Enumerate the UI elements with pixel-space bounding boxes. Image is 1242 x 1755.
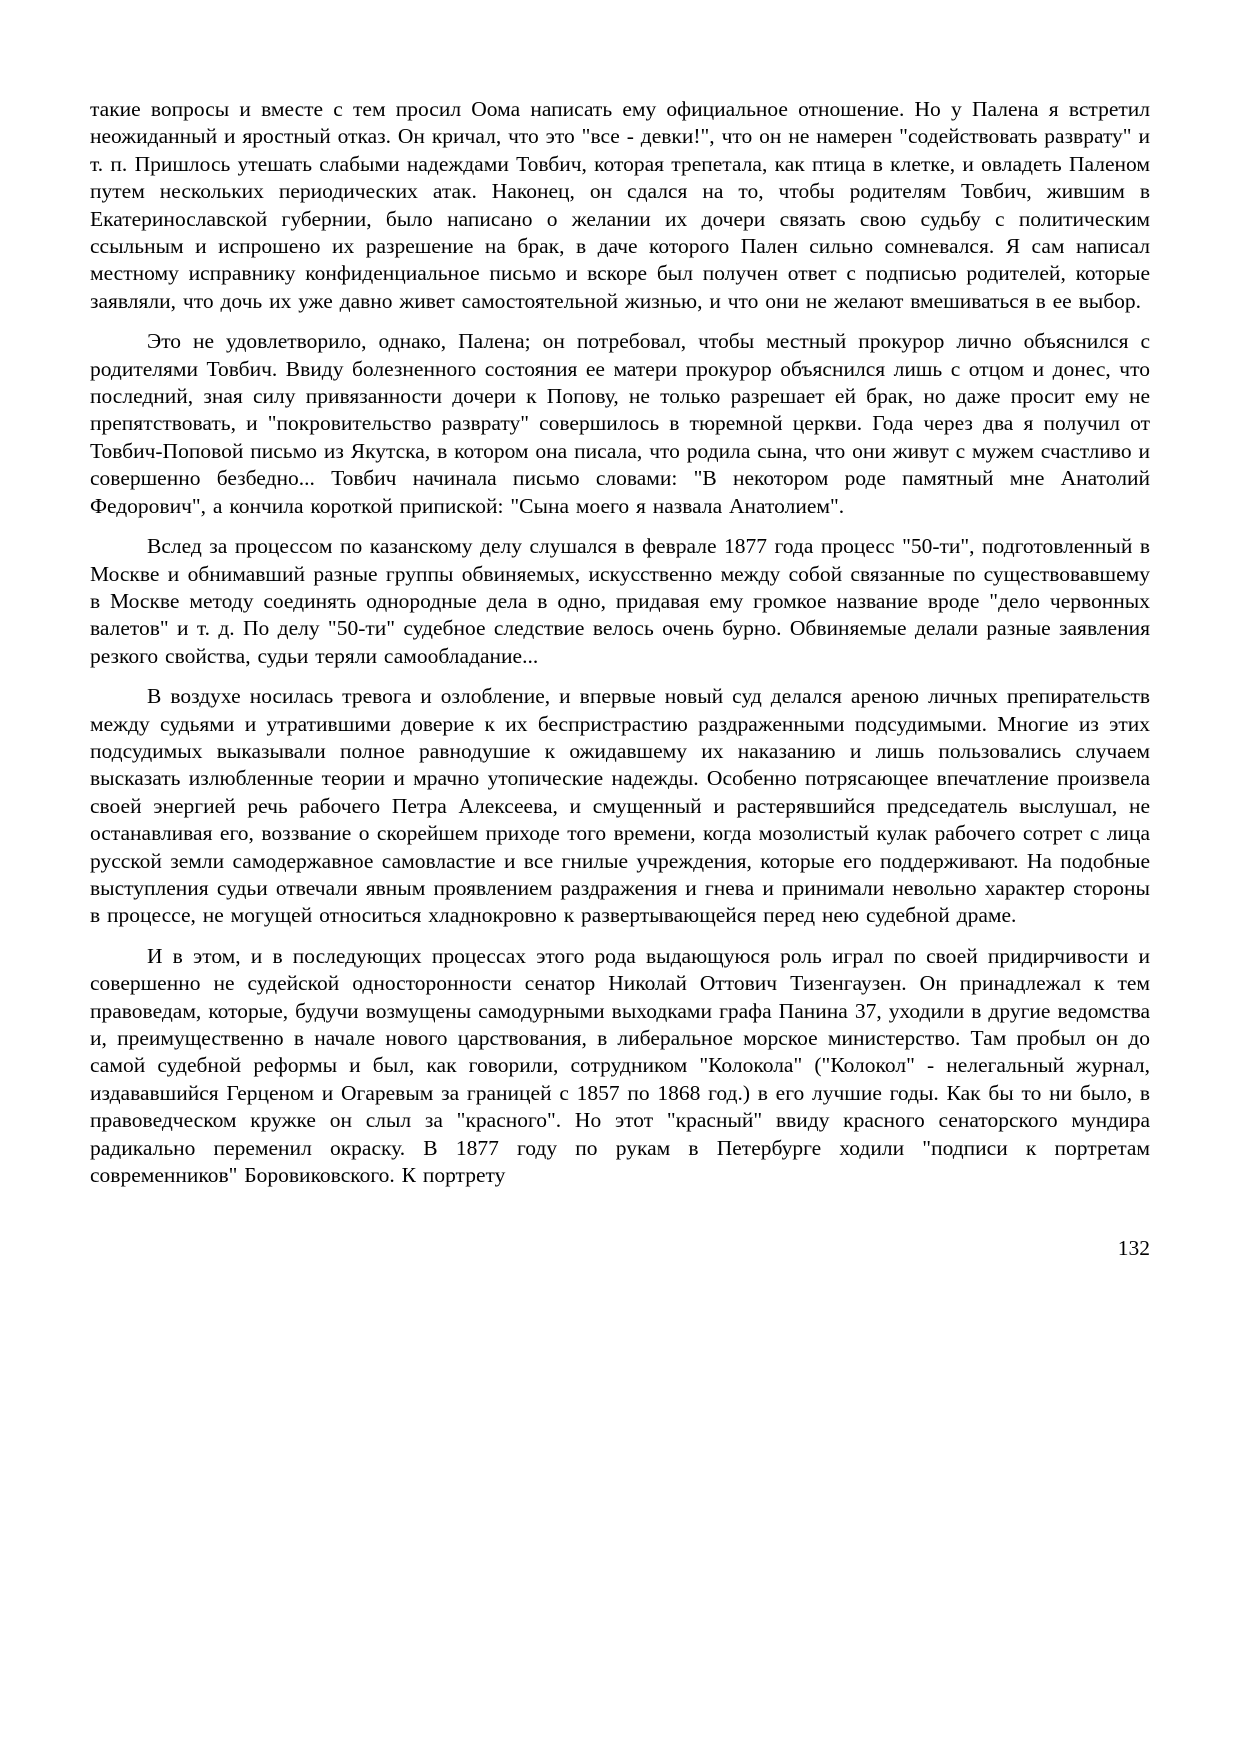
- body-paragraph-1: такие вопросы и вместе с тем просил Оома написать ему официальное отношение. Но у Палена я встретил неожиданный и яростный отказ. Он кричал, что это "все - девки!", что он не намерен "содействовать разврату" и т. п. Пришлось утешать слабыми надеждами Товбич, которая трепетала, как птица в клетке, и овладеть Паленом путем нескольких периодических атак. Наконец, он сдался на то, чтобы родителям Товбич, жившим в Екатеринославской губернии, было написано о желании их дочери связать свою судьбу с политическим ссыльным и испрошено их разрешение на брак, в даче которого Пален сильно сомневался. Я сам написал местному исправнику конфиденциальное письмо и вскоре был получен ответ с подписью родителей, которые заявляли, что дочь их уже давно живет самостоятельной жизнью, и что они не желают вмешиваться в ее выбор.: [90, 97, 1150, 313]
- body-paragraph-4: В воздухе носилась тревога и озлобление, и впервые новый суд делался ареною личных препирательств между судьями и утратившими доверие к их беспристрастию раздраженными подсудимыми. Многие из этих подсудимых выказывали полное равнодушие к ожидавшему их наказанию и лишь пользовались случаем высказать излюбленные теории и мрачно утопические надежды. Особенно потрясающее впечатление произвела своей энергией речь рабочего Петра Алексеева, и смущенный и растерявшийся председатель выслушал, не останавливая его, воззвание о скорейшем приходе того времени, когда мозолистый кулак рабочего сотрет с лица русской земли самодержавное самовластие и все гнилые учреждения, которые его поддерживают. На подобные выступления судьи отвечали явным проявлением раздражения и гнева и принимали невольно характер стороны в процессе, не могущей относиться хладнокровно к развертывающейся перед нею судебной драме.: [90, 684, 1150, 928]
- body-paragraph-3: Вслед за процессом по казанскому делу слушался в феврале 1877 года процесс "50-ти", подготовленный в Москве и обнимавший разные группы обвиняемых, искусственно между собой связанные по существовавшему в Москве методу соединять однородные дела в одно, придавая ему громкое название вроде "дело червонных валетов" и т. д. По делу "50-ти" судебное следствие велось очень бурно. Обвиняемые делали разные заявления резкого свойства, судьи теряли самообладание...: [90, 534, 1150, 668]
- body-paragraph-5: И в этом, и в последующих процессах этого рода выдающуюся роль играл по своей придирчивости и совершенно не судейской односторонности сенатор Николай Оттович Тизенгаузен. Он принадлежал к тем правоведам, которые, будучи возмущены самодурными выходками графа Панина 37, уходили в другие ведомства и, преимущественно в начале нового царствования, в либеральное морское министерство. Там пробыл он до самой судебной реформы и был, как говорили, сотрудником "Колокола" ("Колокол" - нелегальный журнал, издававшийся Герценом и Огаревым за границей с 1857 по 1868 год.) в его лучшие годы. Как бы то ни было, в правоведческом кружке он слыл за "красного". Но этот "красный" ввиду красного сенаторского мундира радикально переменил окраску. В 1877 году по рукам в Петербурге ходили "подписи к портретам современников" Боровиковского. К портрету: [90, 943, 1150, 1188]
- page-number: 132: [1117, 1236, 1150, 1261]
- body-paragraph-2: Это не удовлетворило, однако, Палена; он потребовал, чтобы местный прокурор лично объяснился с родителями Товбич. Ввиду болезненного состояния ее матери прокурор объяснился лишь с отцом и донес, что последний, зная силу привязанности дочери к Попову, не только разрешает ей брак, но даже просит ему не препятствовать, и "покровительство разврату" совершилось в тюремной церкви. Года через два я получил от Товбич-Поповой письмо из Якутска, в котором она писала, что родила сына, что они живут с мужем счастливо и совершенно безбедно... Товбич начинала письмо словами: "В некотором роде памятный мне Анатолий Федорович", а кончила короткой припиской: "Сына моего я назвала Анатолием".: [90, 329, 1150, 518]
